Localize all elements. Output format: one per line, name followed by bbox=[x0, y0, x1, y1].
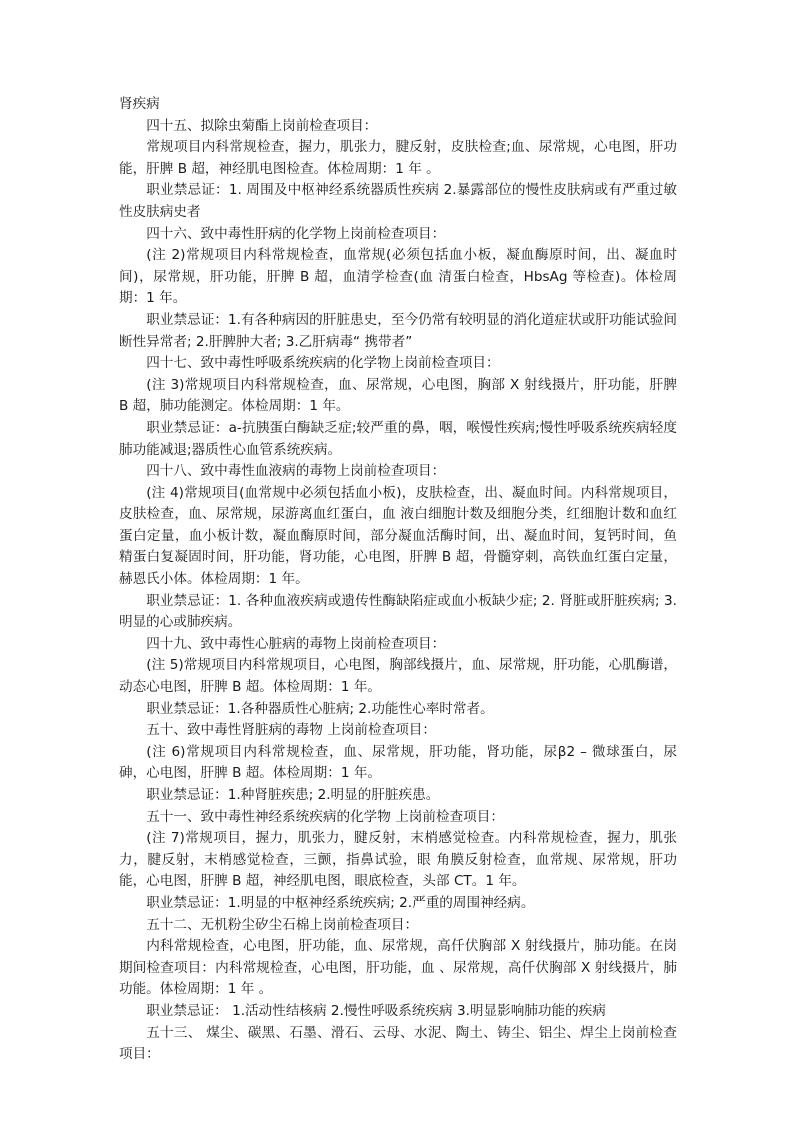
paragraph: (注 5)常规项目内科常规项目，心电图，胸部线摄片，血、尿常规，肝功能，心肌酶谱，动态心电图，肝脾 B 超。体检周期：1 年。 bbox=[119, 657, 677, 696]
paragraph-continuation: 肾疾病 bbox=[119, 96, 160, 112]
paragraph: 职业禁忌证：1.有各种病因的肝脏患史，至今仍常有较明显的消化道症状或肝功能试验间断性异常者; 2.肝脾肿大者; 3.乙肝病毒“ 携带者” bbox=[119, 311, 677, 350]
paragraph: 职业禁忌证：1.明显的中枢神经系统疾病; 2.严重的周围神经病。 bbox=[146, 894, 535, 911]
paragraph: (注 2)常规项目内科常规检查，血常规(必须包括血小板，凝血酶原时间，出、凝血时间)，尿常规，肝功能，肝脾 B 超，血清学检查(血 清蛋白检查，HbsAg 等检查)。体检周期：1 年。 bbox=[119, 247, 677, 307]
paragraph: 职业禁忌证：1. 各种血液疾病或遗传性酶缺陷症或血小板缺少症; 2. 肾脏或肝脏疾病; 3.明显的心或肺疾病。 bbox=[119, 592, 677, 631]
paragraph: 常规项目内科常规检查，握力，肌张力，腱反射，皮肤检查;血、尿常规，心电图，肝功能，肝脾 B 超，神经肌电图检查。体检周期：1 年 。 bbox=[119, 139, 677, 177]
document-page bbox=[119, 94, 677, 1066]
section-heading-51: 五十一、致中毒性神经系统疾病的化学物 上岗前检查项目： bbox=[146, 808, 504, 825]
section-heading-53: 五十三、 煤尘、碳黑、石墨、滑石、云母、水泥、陶土、铸尘、铝尘、焊尘上岗前检查项目： bbox=[119, 1024, 677, 1063]
section-heading-46: 四十六、致中毒性肝病的化学物上岗前检查项目： bbox=[146, 225, 446, 242]
section-heading-52: 五十二、无机粉尘矽尘石棉上岗前检查项目： bbox=[146, 916, 419, 933]
paragraph: (注 6)常规项目内科常规检查，血、尿常规，肝功能，肾功能，尿β2 – 微球蛋白，尿砷，心电图，肝脾 B 超。体检周期：1 年。 bbox=[119, 743, 677, 782]
section-heading-49: 四十九、致中毒性心脏病的毒物上岗前检查项目： bbox=[146, 635, 446, 652]
section-heading-47: 四十七、致中毒性呼吸系统疾病的化学物上岗前检查项目： bbox=[146, 355, 500, 372]
paragraph: (注 4)常规项目(血常规中必须包括血小板)，皮肤检查，出、凝血时间。内科常规项目，皮肤检查，血、尿常规，尿游离血红蛋白，血 液白细胞计数及细胞分类，红细胞计数和血红蛋白定量，血小板计数，凝血酶原时间，部分凝血活酶时间，出、凝血时间，复钙时间，鱼 精蛋白复凝固时间，肝功能，肾功能，心电图，肝脾 B 超，骨髓穿刺，高铁血红蛋白定量，赫恩氏小体。体检周期：1 年。 bbox=[119, 484, 677, 588]
paragraph: 内科常规检查，心电图，肝功能，血、尿常规，高仟伏胸部 X 射线摄片，肺功能。在岗期间检查项目：内科常规检查，心电图，肝功能，血 、尿常规，高仟伏胸部 X 射线摄片，肺功能。体检周期：1 年 。 bbox=[119, 938, 677, 998]
paragraph: 职业禁忌证：1. 周围及中枢神经系统器质性疾病 2.暴露部位的慢性皮肤病或有严重过敏性皮肤病史者 bbox=[119, 182, 677, 220]
paragraph: 职业禁忌证：1.各种器质性心脏病; 2.功能性心率时常者。 bbox=[146, 700, 494, 717]
section-heading-50: 五十、致中毒性肾脏病的毒物 上岗前检查项目： bbox=[146, 722, 436, 739]
section-heading-45: 四十五、拟除虫菊酯上岗前检查项目： bbox=[146, 117, 378, 134]
section-heading-48: 四十八、致中毒性血液病的毒物上岗前检查项目： bbox=[146, 463, 446, 480]
paragraph: 职业禁忌证： 1.活动性结核病 2.慢性呼吸系统疾病 3.明显影响肺功能的疾病 bbox=[146, 1002, 606, 1019]
paragraph: 职业禁忌证：1.种肾脏疾患; 2.明显的肝脏疾患。 bbox=[146, 787, 440, 803]
paragraph: (注 7)常规项目，握力，肌张力，腱反射，末梢感觉检查。内科常规检查，握力，肌张力，腱反射，末梢感觉检查，三颤，指鼻试验，眼 角膜反射检查，血常规、尿常规，肝功能，心电图，肝脾 B 超，神经肌电图，眼底检查，头部 CT。1 年。 bbox=[119, 830, 677, 890]
paragraph: (注 3)常规项目内科常规检查，血、尿常规，心电图，胸部 X 射线摄片，肝功能，肝脾 B 超，肺功能测定。体检周期：1 年。 bbox=[119, 376, 677, 415]
paragraph: 职业禁忌证：a-抗胰蛋白酶缺乏症;较严重的鼻，咽，喉慢性疾病;慢性呼吸系统疾病轻度肺功能减退;器质性心血管系统疾病。 bbox=[119, 419, 677, 458]
